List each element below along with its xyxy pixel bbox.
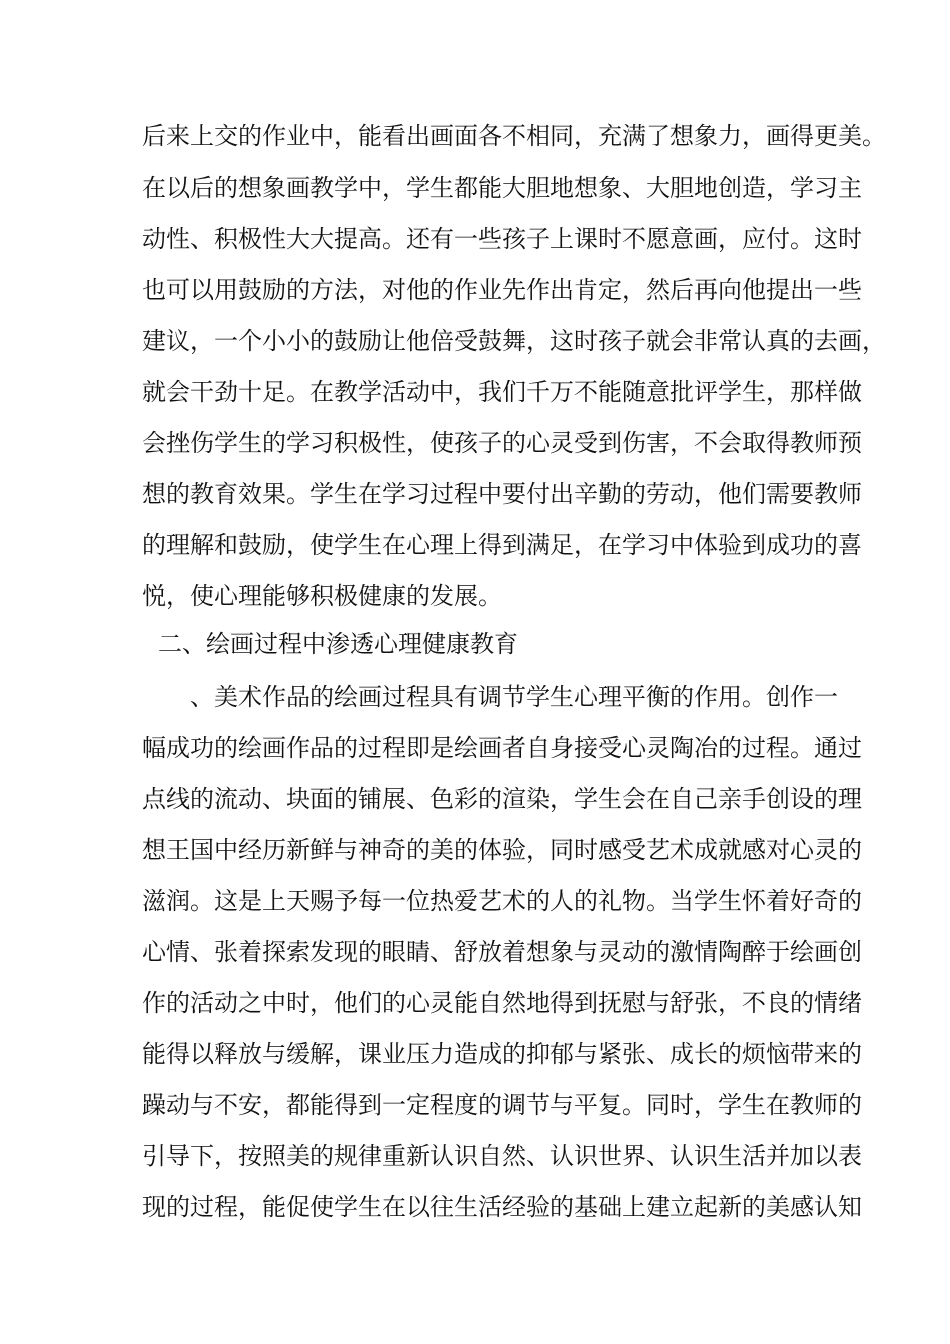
paragraph-2-line-5: 滋润。这是上天赐予每一位热爱艺术的人的礼物。当学生怀着好奇的 bbox=[142, 887, 862, 915]
paragraph-2-line-11: 现的过程，能促使学生在以往生活经验的基础上建立起新的美感认知 bbox=[142, 1193, 862, 1221]
section-heading: 二、绘画过程中渗透心理健康教育 bbox=[158, 630, 518, 658]
paragraph-2-line-6: 心情、张着探索发现的眼睛、舒放着想象与灵动的激情陶醉于绘画创 bbox=[142, 938, 862, 966]
paragraph-1-line-9: 的理解和鼓励，使学生在心理上得到满足，在学习中体验到成功的喜 bbox=[142, 531, 862, 559]
paragraph-2-line-8: 能得以释放与缓解，课业压力造成的抑郁与紧张、成长的烦恼带来的 bbox=[142, 1040, 862, 1068]
paragraph-2-line-7: 作的活动之中时，他们的心灵能自然地得到抚慰与舒张，不良的情绪 bbox=[142, 989, 862, 1017]
paragraph-1-line-2: 在以后的想象画教学中，学生都能大胆地想象、大胆地创造，学习主 bbox=[142, 174, 862, 202]
paragraph-1-line-4: 也可以用鼓励的方法，对他的作业先作出肯定，然后再向他提出一些 bbox=[142, 276, 862, 304]
paragraph-1-line-5: 建议，一个小小的鼓励让他倍受鼓舞，这时孩子就会非常认真的去画， bbox=[142, 327, 886, 355]
paragraph-2-line-3: 点线的流动、块面的铺展、色彩的渲染，学生会在自己亲手创设的理 bbox=[142, 785, 862, 813]
paragraph-2-line-2: 幅成功的绘画作品的过程即是绘画者自身接受心灵陶冶的过程。通过 bbox=[142, 734, 862, 762]
paragraph-1-line-8: 想的教育效果。学生在学习过程中要付出辛勤的劳动，他们需要教师 bbox=[142, 480, 862, 508]
paragraph-1-line-6: 就会干劲十足。在教学活动中，我们千万不能随意批评学生，那样做 bbox=[142, 378, 862, 406]
paragraph-2-line-1: 、美术作品的绘画过程具有调节学生心理平衡的作用。创作一 bbox=[190, 683, 838, 711]
paragraph-1-line-7: 会挫伤学生的学习积极性，使孩子的心灵受到伤害，不会取得教师预 bbox=[142, 429, 862, 457]
paragraph-2-line-9: 躁动与不安，都能得到一定程度的调节与平复。同时，学生在教师的 bbox=[142, 1091, 862, 1119]
paragraph-2-line-4: 想王国中经历新鲜与神奇的美的体验，同时感受艺术成就感对心灵的 bbox=[142, 836, 862, 864]
paragraph-1-line-3: 动性、积极性大大提高。还有一些孩子上课时不愿意画，应付。这时 bbox=[142, 225, 862, 253]
paragraph-1-line-10: 悦，使心理能够积极健康的发展。 bbox=[142, 582, 502, 610]
paragraph-2-line-10: 引导下，按照美的规律重新认识自然、认识世界、认识生活并加以表 bbox=[142, 1142, 862, 1170]
paragraph-1-line-1: 后来上交的作业中，能看出画面各不相同，充满了想象力，画得更美。 bbox=[142, 122, 886, 150]
